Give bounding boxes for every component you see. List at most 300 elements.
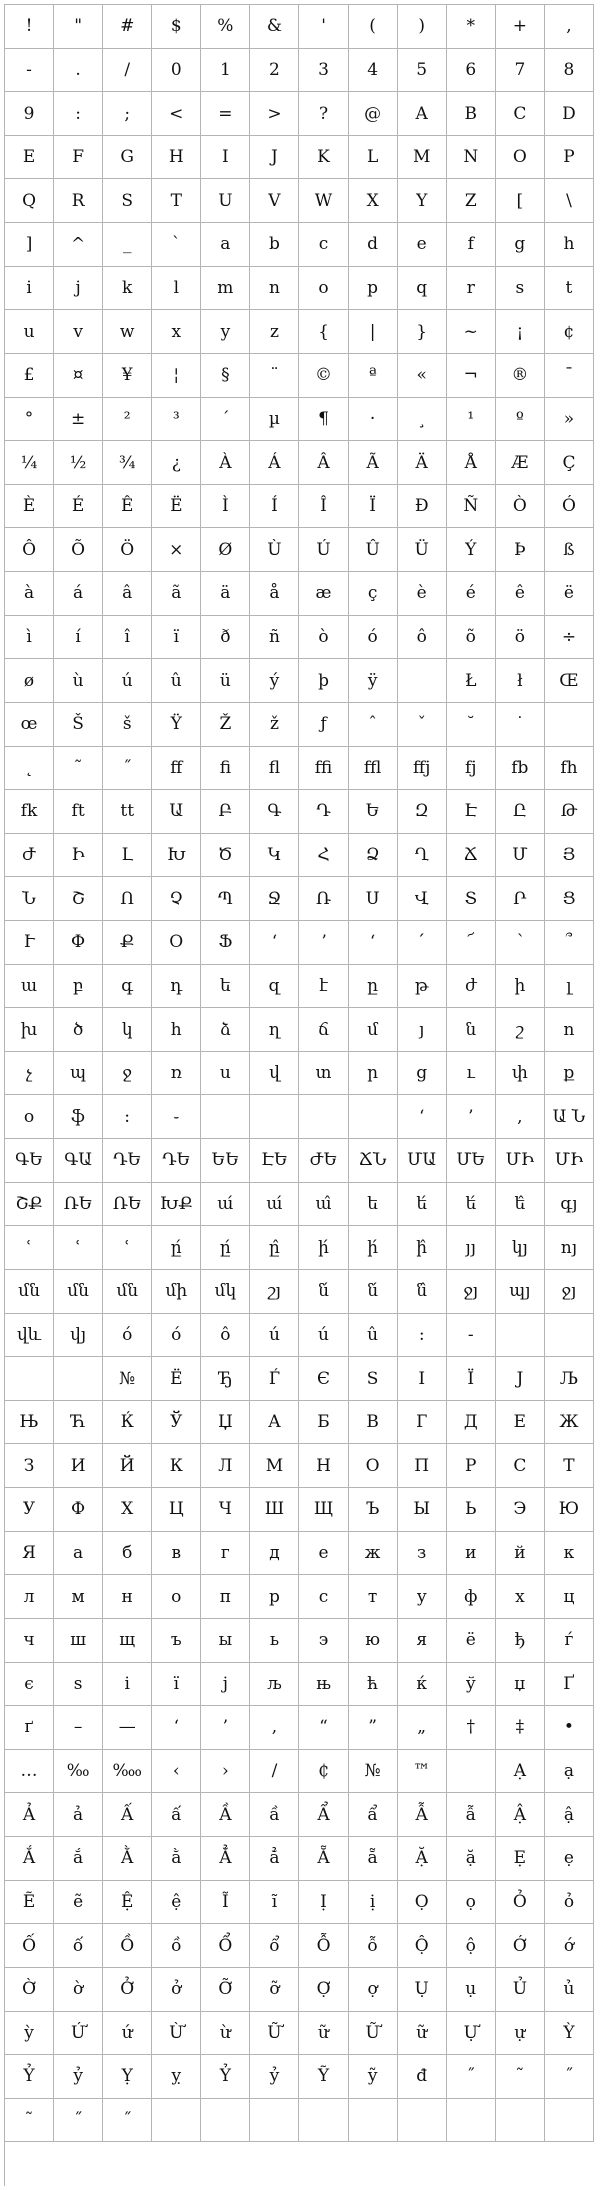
glyph-cell: ừ — [201, 2012, 250, 2056]
glyph-cell: ﬂ — [250, 747, 299, 791]
glyph-cell: ‘ — [152, 1706, 201, 1750]
glyph-cell: ՛ — [398, 921, 447, 965]
glyph-cell: ոյ — [545, 1226, 594, 1270]
glyph-cell: Ս — [349, 877, 398, 921]
glyph-cell: j — [54, 267, 103, 311]
glyph-cell: C — [496, 92, 545, 136]
glyph-cell: ը — [349, 965, 398, 1009]
glyph-cell: Õ — [54, 528, 103, 572]
glyph-cell: â — [103, 572, 152, 616]
glyph-cell: - — [447, 1314, 496, 1358]
glyph-cell: ! — [5, 5, 54, 49]
glyph-cell: Զ — [398, 790, 447, 834]
glyph-cell — [201, 2099, 250, 2143]
glyph-cell: Ќ — [103, 1401, 152, 1445]
glyph-cell: U — [201, 179, 250, 223]
glyph-cell: Ạ — [496, 1750, 545, 1794]
glyph-cell: љ — [250, 1663, 299, 1707]
glyph-cell — [250, 1095, 299, 1139]
glyph-cell: ê — [496, 572, 545, 616]
glyph-cell: d — [349, 223, 398, 267]
glyph-cell: û — [152, 659, 201, 703]
glyph-cell: ¹ — [447, 398, 496, 442]
glyph-cell: Ồ — [103, 1924, 152, 1968]
glyph-cell: ԺԵ — [299, 1139, 348, 1183]
glyph-cell: Д — [447, 1401, 496, 1445]
glyph-cell: 5 — [398, 49, 447, 93]
glyph-cell: ; — [103, 92, 152, 136]
glyph-cell: վյ — [54, 1314, 103, 1358]
glyph-cell: ʻ — [349, 921, 398, 965]
glyph-cell: B — [447, 92, 496, 136]
glyph-cell: ﬀ — [152, 747, 201, 791]
glyph-cell: й — [496, 1532, 545, 1576]
glyph-cell: ¡ — [496, 310, 545, 354]
glyph-cell: ¢ — [545, 310, 594, 354]
glyph-cell: Š — [54, 703, 103, 747]
glyph-cell: պ — [54, 1052, 103, 1096]
glyph-cell: ˜ — [5, 2099, 54, 2143]
glyph-cell: Е — [496, 1401, 545, 1445]
glyph-cell: ổ — [250, 1924, 299, 1968]
glyph-cell: գյ — [545, 1183, 594, 1227]
glyph-cell: И — [54, 1444, 103, 1488]
glyph-cell: Ջ — [250, 877, 299, 921]
glyph-cell: S — [349, 1357, 398, 1401]
glyph-cell: ‡ — [496, 1706, 545, 1750]
glyph-cell: – — [54, 1706, 103, 1750]
glyph-cell: С — [496, 1444, 545, 1488]
glyph-cell: Î — [299, 485, 348, 529]
glyph-cell: œ — [5, 703, 54, 747]
glyph-cell: Ỡ — [201, 1968, 250, 2012]
glyph-cell: ở — [152, 1968, 201, 2012]
glyph-cell: Ը — [496, 790, 545, 834]
glyph-cell: E — [5, 136, 54, 180]
glyph-cell: ս — [201, 1052, 250, 1096]
glyph-cell: ґ — [5, 1706, 54, 1750]
glyph-cell: 4 — [349, 49, 398, 93]
glyph-cell: ằ — [152, 1837, 201, 1881]
glyph-cell: ₵ — [299, 1750, 348, 1794]
glyph-cell: W — [299, 179, 348, 223]
glyph-cell: ի — [496, 965, 545, 1009]
glyph-cell: ե́ — [398, 1183, 447, 1227]
glyph-cell: m — [201, 267, 250, 311]
glyph-cell: ՙ — [54, 1226, 103, 1270]
glyph-cell: Ў — [152, 1401, 201, 1445]
glyph-cell: ՄԱ — [398, 1139, 447, 1183]
glyph-cell — [496, 2099, 545, 2143]
glyph-cell: т — [349, 1575, 398, 1619]
glyph-cell: / — [250, 1750, 299, 1794]
glyph-cell: P — [545, 136, 594, 180]
glyph-cell: R — [54, 179, 103, 223]
glyph-cell: ։ — [103, 1095, 152, 1139]
glyph-cell: ± — [54, 398, 103, 442]
glyph-cell: Ị — [299, 1881, 348, 1925]
glyph-cell: Щ — [299, 1488, 348, 1532]
glyph-cell: I — [398, 1357, 447, 1401]
glyph-cell: Ắ — [5, 1837, 54, 1881]
glyph-cell: Ъ — [349, 1488, 398, 1532]
glyph-cell: 2 — [250, 49, 299, 93]
glyph-cell: Ở — [103, 1968, 152, 2012]
glyph-cell: í — [54, 616, 103, 660]
glyph-cell: Ü — [398, 528, 447, 572]
glyph-cell: } — [398, 310, 447, 354]
glyph-cell: ы — [201, 1619, 250, 1663]
glyph-cell: c — [299, 223, 348, 267]
glyph-cell — [299, 2099, 348, 2143]
glyph-cell: ՙ — [103, 1226, 152, 1270]
glyph-cell: ½ — [54, 441, 103, 485]
glyph-cell: Ù — [250, 528, 299, 572]
glyph-cell: Ї — [447, 1357, 496, 1401]
glyph-cell: գ — [103, 965, 152, 1009]
glyph-cell — [250, 2099, 299, 2143]
glyph-cell: ¨ — [250, 354, 299, 398]
glyph-cell: 6 — [447, 49, 496, 93]
glyph-cell: ữ — [299, 2012, 348, 2056]
glyph-cell: i — [103, 1663, 152, 1707]
glyph-cell: ạ — [545, 1750, 594, 1794]
glyph-cell: Ú — [299, 528, 348, 572]
glyph-cell: № — [103, 1357, 152, 1401]
glyph-cell: ầ — [250, 1793, 299, 1837]
glyph-cell: Q — [5, 179, 54, 223]
glyph-cell: ô — [201, 1314, 250, 1358]
glyph-cell: L — [349, 136, 398, 180]
glyph-cell: ь — [250, 1619, 299, 1663]
glyph-cell: ì — [5, 616, 54, 660]
glyph-cell: դ — [152, 965, 201, 1009]
glyph-cell: Ш — [250, 1488, 299, 1532]
glyph-cell: я — [398, 1619, 447, 1663]
glyph-cell: В — [349, 1401, 398, 1445]
glyph-cell: ˝ — [54, 2099, 103, 2143]
glyph-cell: Ю — [545, 1488, 594, 1532]
glyph-cell: Ố — [5, 1924, 54, 1968]
glyph-cell: Ž — [201, 703, 250, 747]
glyph-cell: в — [152, 1532, 201, 1576]
glyph-cell: Ի — [54, 834, 103, 878]
glyph-cell: Н — [299, 1444, 348, 1488]
glyph-cell: 7 — [496, 49, 545, 93]
glyph-cell: К — [152, 1444, 201, 1488]
glyph-cell: µ — [250, 398, 299, 442]
glyph-cell: ջ — [103, 1052, 152, 1096]
glyph-cell: S — [103, 179, 152, 223]
glyph-cell: մն — [5, 1270, 54, 1314]
glyph-cell: Ö — [103, 528, 152, 572]
glyph-cell: Չ — [152, 877, 201, 921]
glyph-cell: ը́ — [201, 1226, 250, 1270]
glyph-cell: : — [54, 92, 103, 136]
glyph-cell: ú — [103, 659, 152, 703]
glyph-cell: x — [152, 310, 201, 354]
glyph-cell: Ữ — [349, 2012, 398, 2056]
glyph-cell: Џ — [201, 1401, 250, 1445]
glyph-cell: Ý — [447, 528, 496, 572]
glyph-cell: ´ — [201, 398, 250, 442]
glyph-cell: џ — [496, 1663, 545, 1707]
glyph-cell: È — [5, 485, 54, 529]
glyph-cell: ʼ — [299, 921, 348, 965]
glyph-cell: ¤ — [54, 354, 103, 398]
glyph-cell — [545, 1314, 594, 1358]
glyph-cell: 9 — [5, 92, 54, 136]
glyph-cell: O — [496, 136, 545, 180]
glyph-cell: д — [250, 1532, 299, 1576]
glyph-cell: ւ — [447, 1052, 496, 1096]
glyph-cell: [ — [496, 179, 545, 223]
glyph-cell — [447, 2099, 496, 2143]
glyph-cell: ե — [349, 1183, 398, 1227]
glyph-cell: ю — [349, 1619, 398, 1663]
glyph-cell: ե́ — [447, 1183, 496, 1227]
glyph-cell: Ệ — [103, 1881, 152, 1925]
glyph-cell: á — [54, 572, 103, 616]
glyph-cell: ՜ — [447, 921, 496, 965]
glyph-grid — [4, 4, 594, 2186]
glyph-cell: Ղ — [398, 834, 447, 878]
glyph-cell: Ấ — [103, 1793, 152, 1837]
glyph-cell: ѓ — [545, 1619, 594, 1663]
glyph-cell: õ — [447, 616, 496, 660]
glyph-cell: ˘ — [447, 703, 496, 747]
glyph-cell: Ե — [349, 790, 398, 834]
glyph-cell — [349, 2099, 398, 2143]
glyph-cell: ỹ — [349, 2055, 398, 2099]
glyph-cell: ắ — [54, 1837, 103, 1881]
glyph-cell: ћ — [349, 1663, 398, 1707]
glyph-cell: վ — [250, 1052, 299, 1096]
glyph-cell: Օ — [152, 921, 201, 965]
glyph-cell: ф — [447, 1575, 496, 1619]
glyph-cell: Ọ — [398, 1881, 447, 1925]
glyph-cell: ձ — [201, 1008, 250, 1052]
glyph-cell: Ё — [152, 1357, 201, 1401]
glyph-cell: z — [250, 310, 299, 354]
glyph-cell: ß — [545, 528, 594, 572]
glyph-cell: º — [496, 398, 545, 442]
glyph-cell: Գ — [250, 790, 299, 834]
glyph-cell: ԵԵ — [201, 1139, 250, 1183]
glyph-cell: ³ — [152, 398, 201, 442]
glyph-cell: Э — [496, 1488, 545, 1532]
glyph-cell: fk — [5, 790, 54, 834]
glyph-cell: տ — [299, 1052, 348, 1096]
glyph-cell: v — [54, 310, 103, 354]
glyph-cell: Ո — [103, 877, 152, 921]
glyph-cell: ո — [545, 1008, 594, 1052]
glyph-cell: ệ — [152, 1881, 201, 1925]
glyph-cell: ը̂ — [250, 1226, 299, 1270]
glyph-cell: J — [496, 1357, 545, 1401]
glyph-cell: ˛ — [5, 747, 54, 791]
glyph-cell: ž — [250, 703, 299, 747]
glyph-cell: y — [201, 310, 250, 354]
glyph-cell: ë — [545, 572, 594, 616]
glyph-cell: ö — [496, 616, 545, 660]
glyph-cell: յյ — [447, 1226, 496, 1270]
glyph-cell: Ճ — [447, 834, 496, 878]
glyph-cell: ø — [5, 659, 54, 703]
glyph-cell: & — [250, 5, 299, 49]
glyph-cell: Ф — [54, 1488, 103, 1532]
glyph-cell: ú — [250, 1314, 299, 1358]
glyph-cell: ե̂ — [496, 1183, 545, 1227]
glyph-cell: Ứ — [54, 2012, 103, 2056]
glyph-cell: շյ — [250, 1270, 299, 1314]
glyph-cell: % — [201, 5, 250, 49]
glyph-cell: ﬄ — [349, 747, 398, 791]
glyph-cell: ў — [447, 1663, 496, 1707]
glyph-cell: û — [349, 1314, 398, 1358]
glyph-cell: | — [349, 310, 398, 354]
glyph-cell: ˝ — [447, 2055, 496, 2099]
glyph-cell: ժ — [447, 965, 496, 1009]
glyph-cell: վև — [5, 1314, 54, 1358]
glyph-cell: ƒ — [299, 703, 348, 747]
glyph-cell: A — [398, 92, 447, 136]
glyph-cell: Ն — [5, 877, 54, 921]
glyph-cell: î — [103, 616, 152, 660]
glyph-cell: լ — [545, 965, 594, 1009]
glyph-cell: ђ — [496, 1619, 545, 1663]
glyph-cell: շ — [496, 1008, 545, 1052]
glyph-cell: ^ — [54, 223, 103, 267]
glyph-cell: № — [349, 1750, 398, 1794]
glyph-cell: Б — [299, 1401, 348, 1445]
glyph-cell: Y — [398, 179, 447, 223]
glyph-cell: б — [103, 1532, 152, 1576]
glyph-cell: ‹ — [152, 1750, 201, 1794]
glyph-cell: ˙ — [496, 703, 545, 747]
glyph-cell: մ — [349, 1008, 398, 1052]
glyph-cell: յ — [398, 1008, 447, 1052]
glyph-cell: ð — [201, 616, 250, 660]
glyph-cell: ờ — [54, 1968, 103, 2012]
glyph-cell: + — [496, 5, 545, 49]
glyph-cell: ÿ — [349, 659, 398, 703]
glyph-cell: @ — [349, 92, 398, 136]
glyph-cell: р — [250, 1575, 299, 1619]
glyph-cell: J — [250, 136, 299, 180]
glyph-cell: ќ — [398, 1663, 447, 1707]
glyph-cell: à — [5, 572, 54, 616]
glyph-cell: / — [103, 49, 152, 93]
glyph-cell: Ք — [103, 921, 152, 965]
glyph-cell: Л — [201, 1444, 250, 1488]
glyph-cell: Ж — [545, 1401, 594, 1445]
glyph-cell: Å — [447, 441, 496, 485]
glyph-cell: å — [250, 572, 299, 616]
glyph-cell: է — [299, 965, 348, 1009]
glyph-cell: Я — [5, 1532, 54, 1576]
glyph-cell: À — [201, 441, 250, 485]
glyph-cell — [349, 1095, 398, 1139]
glyph-cell: ộ — [447, 1924, 496, 1968]
glyph-cell — [54, 1357, 103, 1401]
glyph-cell: ˇ — [398, 703, 447, 747]
glyph-cell: ր — [349, 1052, 398, 1096]
glyph-cell: l — [152, 267, 201, 311]
glyph-cell: ậ — [545, 1793, 594, 1837]
glyph-cell: ¼ — [5, 441, 54, 485]
glyph-cell: ՞ — [545, 921, 594, 965]
glyph-cell: h — [545, 223, 594, 267]
glyph-cell: ỗ — [349, 1924, 398, 1968]
glyph-cell: « — [398, 354, 447, 398]
glyph-cell: ỷ — [54, 2055, 103, 2099]
glyph-cell: ẩ — [349, 1793, 398, 1837]
glyph-cell: ấ — [152, 1793, 201, 1837]
glyph-cell: ք — [545, 1052, 594, 1096]
glyph-cell: 8 — [545, 49, 594, 93]
glyph-cell: Ђ — [201, 1357, 250, 1401]
glyph-cell: կ — [103, 1008, 152, 1052]
glyph-cell: ô — [398, 616, 447, 660]
glyph-cell: § — [201, 354, 250, 398]
glyph-cell: ¿ — [152, 441, 201, 485]
glyph-cell: Û — [349, 528, 398, 572]
glyph-cell: ó — [349, 616, 398, 660]
glyph-cell — [152, 2099, 201, 2143]
glyph-cell: ² — [103, 398, 152, 442]
glyph-cell: ՇՔ — [5, 1183, 54, 1227]
glyph-cell: Ợ — [299, 1968, 348, 2012]
glyph-cell: ж — [349, 1532, 398, 1576]
glyph-cell: , — [496, 1095, 545, 1139]
glyph-cell: " — [54, 5, 103, 49]
glyph-cell: ¯ — [545, 354, 594, 398]
glyph-cell: Ä — [398, 441, 447, 485]
glyph-cell: Պ — [201, 877, 250, 921]
glyph-cell: ó — [152, 1314, 201, 1358]
glyph-cell: ֆ — [54, 1095, 103, 1139]
glyph-cell: r — [447, 267, 496, 311]
glyph-cell: ՌԵ — [103, 1183, 152, 1227]
glyph-cell: Ձ — [349, 834, 398, 878]
glyph-cell: ի̂ — [398, 1226, 447, 1270]
glyph-cell: х — [496, 1575, 545, 1619]
glyph-cell: Ừ — [152, 2012, 201, 2056]
glyph-cell: s — [496, 267, 545, 311]
glyph-cell: k — [103, 267, 152, 311]
glyph-cell: ﬃ — [299, 747, 348, 791]
glyph-cell: Ѓ — [250, 1357, 299, 1401]
glyph-cell: п — [201, 1575, 250, 1619]
glyph-cell: ՄԻ — [545, 1139, 594, 1183]
glyph-cell: n — [250, 267, 299, 311]
glyph-cell: њ — [299, 1663, 348, 1707]
glyph-cell: Ц — [152, 1488, 201, 1532]
glyph-cell: Ծ — [201, 834, 250, 878]
glyph-cell: ẹ — [545, 1837, 594, 1881]
glyph-cell: X — [349, 179, 398, 223]
glyph-cell: ỵ — [152, 2055, 201, 2099]
glyph-cell: Ổ — [201, 1924, 250, 1968]
glyph-cell: è — [398, 572, 447, 616]
glyph-cell: Ê — [103, 485, 152, 529]
glyph-cell: D — [545, 92, 594, 136]
glyph-cell: չ — [5, 1052, 54, 1096]
glyph-cell: ü — [201, 659, 250, 703]
glyph-cell: · — [349, 398, 398, 442]
glyph-cell: ồ — [152, 1924, 201, 1968]
